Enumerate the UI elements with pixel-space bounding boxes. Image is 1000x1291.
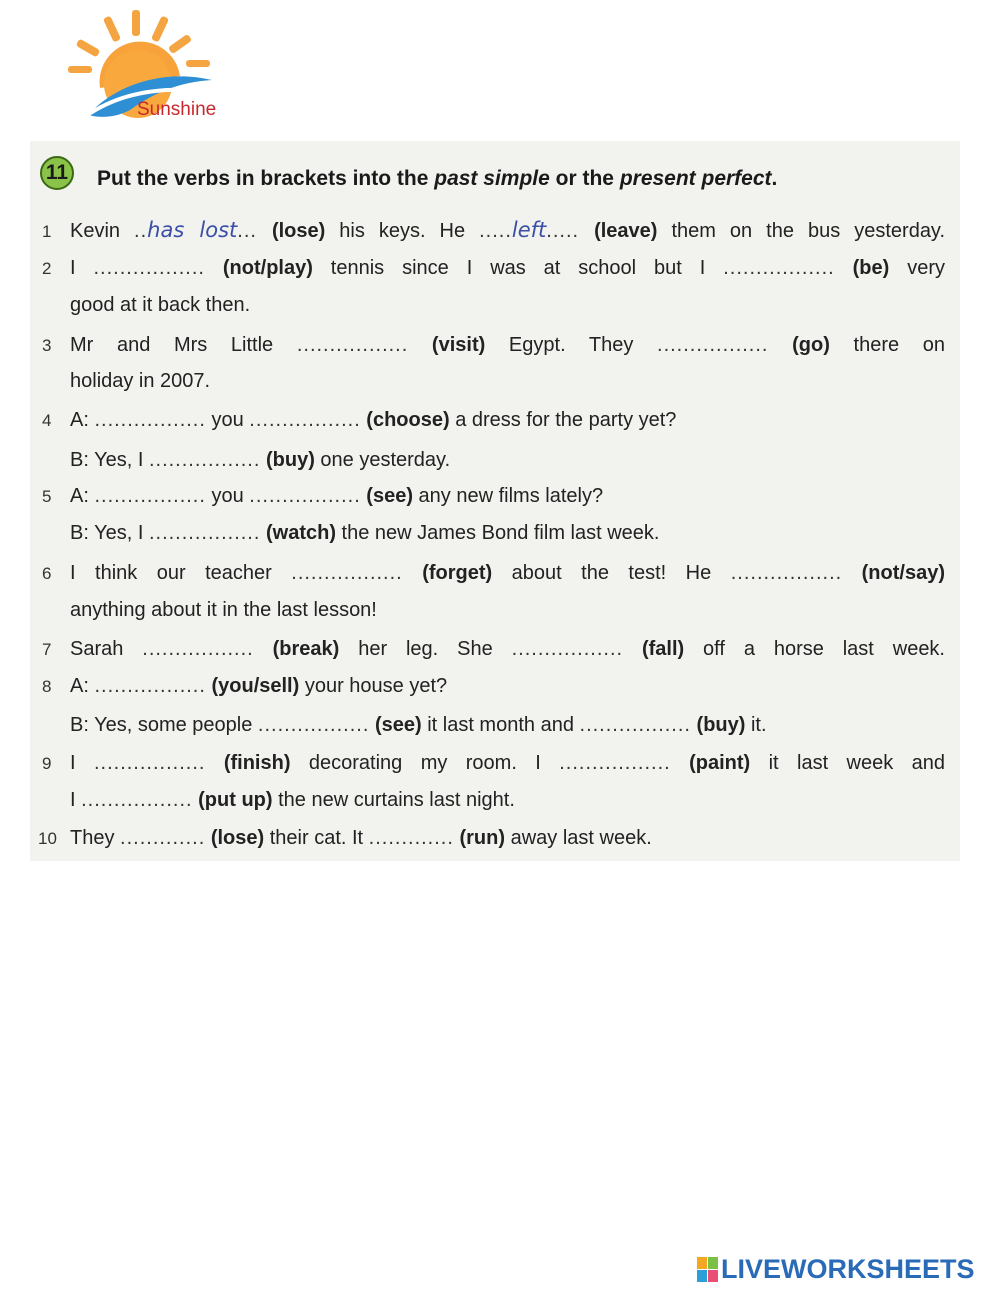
- text: any new films lately?: [413, 485, 604, 507]
- text: it last week and: [750, 752, 945, 774]
- item-9-line-1: [70, 751, 945, 775]
- item-6-line-1: [70, 561, 945, 585]
- text: them on the bus yesterday.: [657, 220, 946, 242]
- text: the new James Bond film last week.: [335, 522, 660, 544]
- text: A:: [70, 485, 95, 507]
- verb-prompt: (be): [834, 257, 890, 279]
- verb-prompt: (finish): [205, 752, 291, 774]
- logo-block: [697, 1257, 707, 1269]
- answer-field[interactable]: .................: [148, 522, 261, 544]
- verb-prompt: (run): [453, 827, 506, 849]
- item-number: 6: [42, 564, 52, 583]
- verb-prompt: (see): [360, 485, 413, 507]
- verb-prompt: (visit): [408, 334, 486, 356]
- answer-field[interactable]: .................: [257, 714, 370, 736]
- text: They: [70, 827, 121, 849]
- verb-prompt: (lose): [271, 220, 326, 242]
- verb-prompt: (lose): [205, 827, 265, 849]
- answer-field[interactable]: .................: [559, 752, 671, 774]
- answer-field[interactable]: .................: [296, 334, 409, 356]
- verb-prompt: (forget): [402, 562, 493, 584]
- text: off a horse last week.: [684, 638, 945, 660]
- item-10-line-1: [70, 826, 945, 850]
- item-4-line-1: [70, 408, 945, 432]
- brand-text: LIVEWORKSHEETS: [721, 1253, 975, 1284]
- answer-field[interactable]: .................: [148, 449, 261, 471]
- exercise-number-badge: 11: [40, 156, 74, 190]
- verb-prompt: (fall): [623, 638, 685, 660]
- verb-prompt: (not/play): [204, 257, 313, 279]
- text: very: [889, 257, 946, 279]
- instruction-text: .: [771, 167, 778, 190]
- answer-field[interactable]: .................: [93, 752, 206, 774]
- item-number: 7: [42, 640, 52, 659]
- text: A:: [70, 409, 95, 431]
- item-5-line-1: [70, 484, 945, 508]
- answer-field[interactable]: .................: [94, 675, 206, 697]
- gap: .....: [479, 220, 512, 242]
- text: B: Yes, I: [70, 522, 149, 544]
- item-5-line-2: [70, 521, 945, 545]
- text: decorating my room. I: [290, 752, 560, 774]
- logo-block: [708, 1270, 718, 1282]
- answer-field[interactable]: .................: [511, 638, 624, 660]
- logo-block: [708, 1257, 718, 1269]
- answer-field[interactable]: .................: [249, 409, 361, 431]
- item-2-line-1: [70, 256, 945, 280]
- text: his keys. He: [325, 220, 480, 242]
- answer-field[interactable]: .............: [120, 827, 206, 849]
- text: Mr and Mrs Little: [70, 334, 297, 356]
- liveworksheets-brand: [697, 1254, 975, 1284]
- text: it last month and: [421, 714, 580, 736]
- answer-field[interactable]: .................: [93, 257, 205, 279]
- text: Egypt. They: [485, 334, 658, 356]
- text: there on: [829, 334, 946, 356]
- verb-prompt: (leave): [594, 220, 658, 242]
- text: I: [70, 789, 82, 811]
- logo-block: [697, 1270, 707, 1282]
- liveworksheets-logo-icon: [697, 1257, 718, 1282]
- exercise-instruction: [97, 167, 777, 191]
- verb-prompt: (watch): [260, 522, 336, 544]
- verb-prompt: (paint): [670, 752, 751, 774]
- answer-field[interactable]: .................: [249, 485, 361, 507]
- verb-prompt: (buy): [260, 449, 315, 471]
- instruction-tense-2: present perfect: [619, 167, 772, 190]
- verb-prompt: (put up): [192, 789, 273, 811]
- item-9-line-2: [70, 788, 945, 812]
- answer-field[interactable]: .................: [657, 334, 769, 356]
- answer-field[interactable]: left: [511, 218, 547, 242]
- instruction-text: or the: [549, 167, 620, 190]
- text: A:: [70, 675, 95, 697]
- gap: ..: [134, 220, 148, 242]
- item-4-line-2: [70, 448, 945, 472]
- text: I think our teacher: [70, 562, 292, 584]
- text: you: [205, 409, 250, 431]
- gap: .....: [546, 220, 595, 242]
- text: their cat. It: [264, 827, 369, 849]
- item-3-line-1: [70, 333, 945, 357]
- text: her leg. She: [339, 638, 512, 660]
- item-number: 8: [42, 677, 52, 696]
- verb-prompt: (go): [768, 334, 830, 356]
- verb-prompt: (buy): [690, 714, 746, 736]
- instruction-text: Put the verbs in brackets into the: [97, 167, 435, 190]
- item-3-line-2: holiday in 2007.: [70, 370, 211, 392]
- item-2-line-2: good at it back then.: [70, 294, 251, 316]
- text: your house yet?: [299, 675, 448, 697]
- text: I: [70, 257, 94, 279]
- answer-field[interactable]: .................: [94, 485, 206, 507]
- verb-prompt: (see): [369, 714, 422, 736]
- gap: ...: [237, 220, 272, 242]
- item-8-line-2: [70, 713, 930, 737]
- answer-field[interactable]: has lost: [147, 218, 238, 242]
- text: away last week.: [505, 827, 652, 849]
- item-number: 9: [42, 754, 52, 773]
- answer-field[interactable]: .................: [579, 714, 691, 736]
- answer-field[interactable]: .................: [730, 562, 843, 584]
- answer-field[interactable]: .................: [142, 638, 254, 660]
- text: you: [205, 485, 250, 507]
- item-6-line-2: anything about it in the last lesson!: [70, 599, 377, 621]
- item-number: 2: [42, 259, 52, 278]
- text: it.: [745, 714, 767, 736]
- text: the new curtains last night.: [272, 789, 515, 811]
- text: one yesterday.: [314, 449, 451, 471]
- text: B: Yes, some people: [70, 714, 258, 736]
- text: Sarah: [70, 638, 143, 660]
- item-1-line-1: [70, 218, 945, 243]
- instruction-tense-1: past simple: [434, 167, 550, 190]
- text: B: Yes, I: [70, 449, 149, 471]
- text: about the test! He: [492, 562, 731, 584]
- answer-field[interactable]: .................: [291, 562, 403, 584]
- item-number: 10: [38, 829, 57, 848]
- text: tennis since I was at school but I: [312, 257, 724, 279]
- item-number: 4: [42, 411, 52, 430]
- verb-prompt: (choose): [360, 409, 450, 431]
- verb-prompt: (not/say): [842, 562, 945, 584]
- item-number: 1: [42, 222, 52, 241]
- text: Kevin: [70, 220, 135, 242]
- answer-field[interactable]: .................: [81, 789, 193, 811]
- logo-text: Sunshine: [137, 99, 217, 120]
- answer-field[interactable]: .................: [723, 257, 835, 279]
- item-number: 5: [42, 487, 52, 506]
- verb-prompt: (you/sell): [205, 675, 300, 697]
- verb-prompt: (break): [253, 638, 340, 660]
- text: I: [70, 752, 94, 774]
- sunshine-logo: [60, 10, 230, 125]
- item-8-line-1: [70, 674, 945, 698]
- item-number: 3: [42, 336, 52, 355]
- item-7-line-1: [70, 637, 945, 661]
- answer-field[interactable]: .................: [94, 409, 206, 431]
- text: a dress for the party yet?: [449, 409, 677, 431]
- answer-field[interactable]: .............: [368, 827, 454, 849]
